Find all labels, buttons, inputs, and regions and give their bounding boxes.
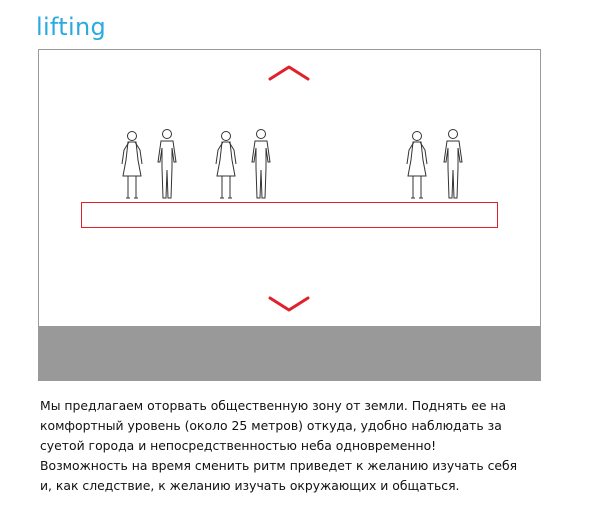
caption-line: Возможность на время сменить ритм приведет к желанию изучать себя	[40, 458, 518, 473]
raised-platform	[81, 202, 498, 228]
caption-line: и, как следствие, к желанию изучать окружающих и общаться.	[40, 478, 460, 493]
page-title: lifting	[36, 13, 106, 41]
person-icon	[407, 132, 427, 199]
down-arrow-icon	[264, 293, 314, 315]
person-icon	[444, 130, 462, 199]
person-icon	[158, 130, 176, 199]
caption-line: суетой города и непосредственностью неба одновременно!	[40, 438, 437, 453]
people-group	[39, 50, 541, 200]
person-icon	[122, 132, 142, 199]
caption-line: Мы предлагаем оторвать общественную зону от земли. Поднять ее на	[40, 398, 507, 413]
caption-line: комфортный уровень (около 25 метров) откуда, удобно наблюдать за	[40, 418, 502, 433]
ground	[39, 326, 540, 380]
lifting-diagram	[38, 49, 541, 381]
caption-text	[40, 396, 560, 496]
person-icon	[216, 132, 236, 199]
person-icon	[252, 130, 270, 199]
